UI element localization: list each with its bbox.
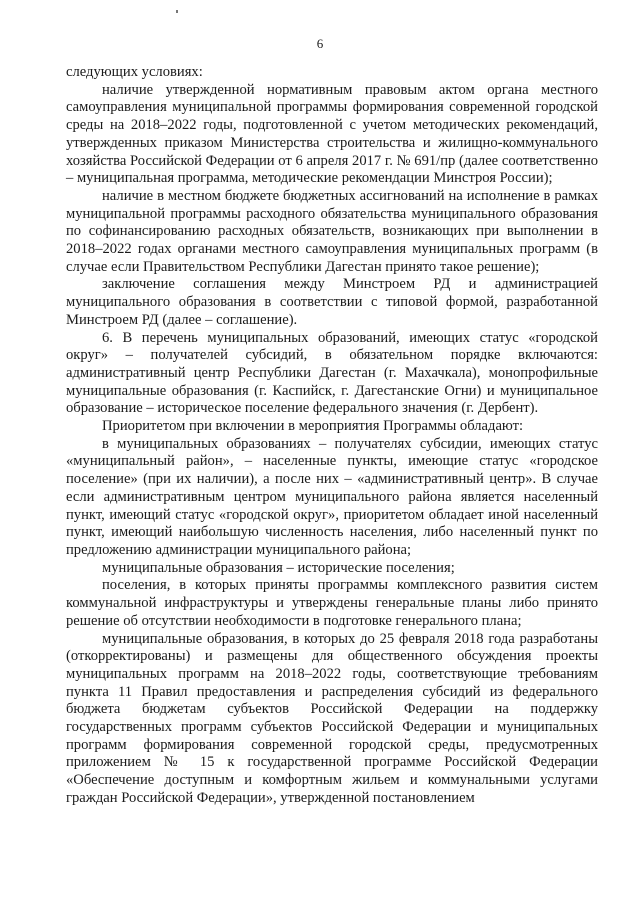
paragraph-priority-historic: муниципальные образования – исторические поселения;: [102, 559, 455, 576]
paragraph-priority-drafts: муниципальные образования, в которых до 25 февраля 2018 года разработаны (откорректированы) и размещены для общественного обсуждения проекты муниципальных программ на 2018–2022 годы, соответствующие требованиям пункта 11 Правил предоставления и распределения субсидий из федерального бюджета бюджетам субъектов Российской Федерации на поддержку государственных программ субъектов Российской Федерации и муниципальных программ формирования современной городской среды, предусмотренных приложением № 15 к государственной программе Российской Федерации «Обеспечение доступным и комфортным жильем и коммунальными услугами граждан Российской Федерации», утвержденной постановлением: [66, 630, 598, 806]
paragraph-condition-agreement: заключение соглашения между Минстроем РД и администрацией муниципального образования в соответствии с типовой формой, разработанной Минстроем РД (далее – соглашение).: [66, 276, 598, 328]
paragraph-priority-intro: Приоритетом при включении в мероприятия Программы обладают:: [102, 418, 524, 435]
document-body: [66, 64, 598, 808]
paragraph-priority-settlements: поселения, в которых приняты программы комплексного развития систем коммунальной инфраструктуры и утверждены генеральные планы либо принято решение об отсутствии необходимости в подготовке генерального плана;: [66, 577, 598, 629]
paragraph-item-6-list: 6. В перечень муниципальных образований, имеющих статус «городской округ» – получателей субсидий, в обязательном порядке включаются: административный центр Республики Дагестан (г. Махачкала), монопрофильные муниципальные образования (г. Каспийск, г. Дагестанские Огни) и муниципальное образование – историческое поселение федерального значения (г. Дербент).: [66, 329, 598, 417]
scan-artifact: [176, 10, 178, 13]
paragraph-condition-budget-allocations: наличие в местном бюджете бюджетных ассигнований на исполнение в рамках муниципальной программы расходного обязательства муниципального образования по софинансированию расходных обязательств, возникающих при выполнении в 2018–2022 годах органами местного самоуправления муниципальных программ (в случае если Правительством Республики Дагестан принято такое решение);: [66, 187, 598, 275]
paragraph-conditions-intro: следующих условиях:: [66, 64, 203, 80]
paragraph-condition-municipal-program: наличие утвержденной нормативным правовым актом органа местного самоуправления муниципальной программы формирования современной городской среды на 2018–2022 годы, подготовленной с учетом методических рекомендаций, утвержденных приказом Министерства строительства и жилищно-коммунального хозяйства Российской Федерации от 6 апреля 2017 г. № 691/пр (далее соответственно – муниципальная программа, методические рекомендации Минстроя России);: [66, 81, 598, 187]
paragraph-priority-districts: в муниципальных образованиях – получателях субсидии, имеющих статус «муниципальный район», – населенные пункты, имеющие статус «городское поселение» (при их наличии), а после них – «административный центр». В случае если административным центром муниципального района является населенный пункт, имеющий статус «городской округ», приоритетом обладает иной населенный пункт, имеющий наибольшую численность населения, либо населенный пункт по предложению администрации муниципального района;: [66, 435, 598, 558]
page-number: 6: [316, 36, 324, 51]
